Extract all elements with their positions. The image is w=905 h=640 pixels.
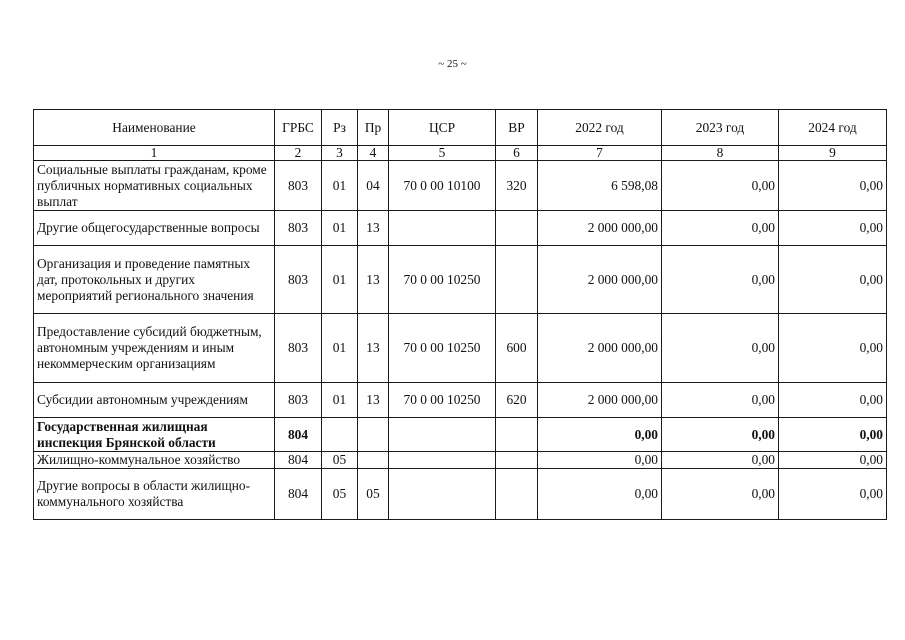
row-vr xyxy=(496,211,538,246)
row-rz: 05 xyxy=(322,452,358,469)
row-grbs: 804 xyxy=(275,469,322,520)
row-csr: 70 0 00 10100 xyxy=(389,161,496,211)
column-index: 5 xyxy=(389,146,496,161)
header-2022: 2022 год xyxy=(538,110,662,146)
page-number: ~ 25 ~ xyxy=(438,58,467,70)
row-name: Жилищно-коммунальное хозяйство xyxy=(34,452,275,469)
row-amount-2022: 2 000 000,00 xyxy=(538,314,662,383)
row-name: Государственная жилищная инспекция Брянской области xyxy=(34,418,275,452)
row-amount-2024: 0,00 xyxy=(779,246,887,314)
row-amount-2022: 6 598,08 xyxy=(538,161,662,211)
row-rz: 01 xyxy=(322,314,358,383)
row-grbs: 803 xyxy=(275,161,322,211)
row-csr: 70 0 00 10250 xyxy=(389,246,496,314)
header-rz: Рз xyxy=(322,110,358,146)
row-vr xyxy=(496,469,538,520)
row-amount-2024: 0,00 xyxy=(779,211,887,246)
column-index: 3 xyxy=(322,146,358,161)
table-row xyxy=(34,211,887,246)
row-pr: 05 xyxy=(358,469,389,520)
row-amount-2023: 0,00 xyxy=(662,469,779,520)
row-grbs: 803 xyxy=(275,383,322,418)
row-amount-2024: 0,00 xyxy=(779,161,887,211)
row-name: Субсидии автономным учреждениям xyxy=(34,383,275,418)
row-amount-2022: 2 000 000,00 xyxy=(538,383,662,418)
column-index: 6 xyxy=(496,146,538,161)
row-amount-2022: 0,00 xyxy=(538,469,662,520)
row-vr xyxy=(496,452,538,469)
row-name: Социальные выплаты гражданам, кроме публичных нормативных социальных выплат xyxy=(34,161,275,211)
row-amount-2023: 0,00 xyxy=(662,383,779,418)
row-rz: 01 xyxy=(322,246,358,314)
row-amount-2023: 0,00 xyxy=(662,314,779,383)
header-pr: Пр xyxy=(358,110,389,146)
row-amount-2023: 0,00 xyxy=(662,161,779,211)
row-pr xyxy=(358,418,389,452)
row-pr xyxy=(358,452,389,469)
row-name: Организация и проведение памятных дат, протокольных и других мероприятий регионального значения xyxy=(34,246,275,314)
row-pr: 04 xyxy=(358,161,389,211)
row-grbs: 803 xyxy=(275,314,322,383)
row-vr xyxy=(496,418,538,452)
budget-table xyxy=(33,109,887,520)
row-vr: 600 xyxy=(496,314,538,383)
row-amount-2024: 0,00 xyxy=(779,314,887,383)
table-row xyxy=(34,469,887,520)
table-row xyxy=(34,418,887,452)
row-rz: 05 xyxy=(322,469,358,520)
row-pr: 13 xyxy=(358,211,389,246)
row-grbs: 803 xyxy=(275,211,322,246)
row-vr: 320 xyxy=(496,161,538,211)
row-amount-2023: 0,00 xyxy=(662,211,779,246)
row-csr xyxy=(389,211,496,246)
column-index: 4 xyxy=(358,146,389,161)
table-row xyxy=(34,161,887,211)
row-csr xyxy=(389,452,496,469)
row-amount-2024: 0,00 xyxy=(779,452,887,469)
row-grbs: 804 xyxy=(275,452,322,469)
column-index: 9 xyxy=(779,146,887,161)
row-amount-2023: 0,00 xyxy=(662,452,779,469)
header-grbs: ГРБС xyxy=(275,110,322,146)
row-amount-2024: 0,00 xyxy=(779,383,887,418)
row-grbs: 804 xyxy=(275,418,322,452)
table-row xyxy=(34,452,887,469)
header-2023: 2023 год xyxy=(662,110,779,146)
row-amount-2023: 0,00 xyxy=(662,418,779,452)
row-rz: 01 xyxy=(322,383,358,418)
header-csr: ЦСР xyxy=(389,110,496,146)
row-vr: 620 xyxy=(496,383,538,418)
row-rz: 01 xyxy=(322,211,358,246)
row-amount-2022: 0,00 xyxy=(538,452,662,469)
header-name: Наименование xyxy=(34,110,275,146)
header-row xyxy=(34,110,887,146)
row-amount-2023: 0,00 xyxy=(662,246,779,314)
table-row xyxy=(34,314,887,383)
row-pr: 13 xyxy=(358,383,389,418)
row-csr xyxy=(389,418,496,452)
row-name: Предоставление субсидий бюджетным, автономным учреждениям и иным некоммерческим организациям xyxy=(34,314,275,383)
row-rz: 01 xyxy=(322,161,358,211)
table-row xyxy=(34,383,887,418)
row-pr: 13 xyxy=(358,246,389,314)
header-vr: ВР xyxy=(496,110,538,146)
column-index: 1 xyxy=(34,146,275,161)
row-name: Другие вопросы в области жилищно-коммунального хозяйства xyxy=(34,469,275,520)
column-index: 2 xyxy=(275,146,322,161)
row-rz xyxy=(322,418,358,452)
row-amount-2022: 2 000 000,00 xyxy=(538,211,662,246)
column-index: 8 xyxy=(662,146,779,161)
row-pr: 13 xyxy=(358,314,389,383)
row-csr xyxy=(389,469,496,520)
column-index-row xyxy=(34,146,887,161)
row-name: Другие общегосударственные вопросы xyxy=(34,211,275,246)
row-grbs: 803 xyxy=(275,246,322,314)
row-vr xyxy=(496,246,538,314)
row-csr: 70 0 00 10250 xyxy=(389,383,496,418)
column-index: 7 xyxy=(538,146,662,161)
header-2024: 2024 год xyxy=(779,110,887,146)
row-amount-2022: 2 000 000,00 xyxy=(538,246,662,314)
row-amount-2024: 0,00 xyxy=(779,418,887,452)
table-row xyxy=(34,246,887,314)
row-amount-2024: 0,00 xyxy=(779,469,887,520)
row-amount-2022: 0,00 xyxy=(538,418,662,452)
row-csr: 70 0 00 10250 xyxy=(389,314,496,383)
